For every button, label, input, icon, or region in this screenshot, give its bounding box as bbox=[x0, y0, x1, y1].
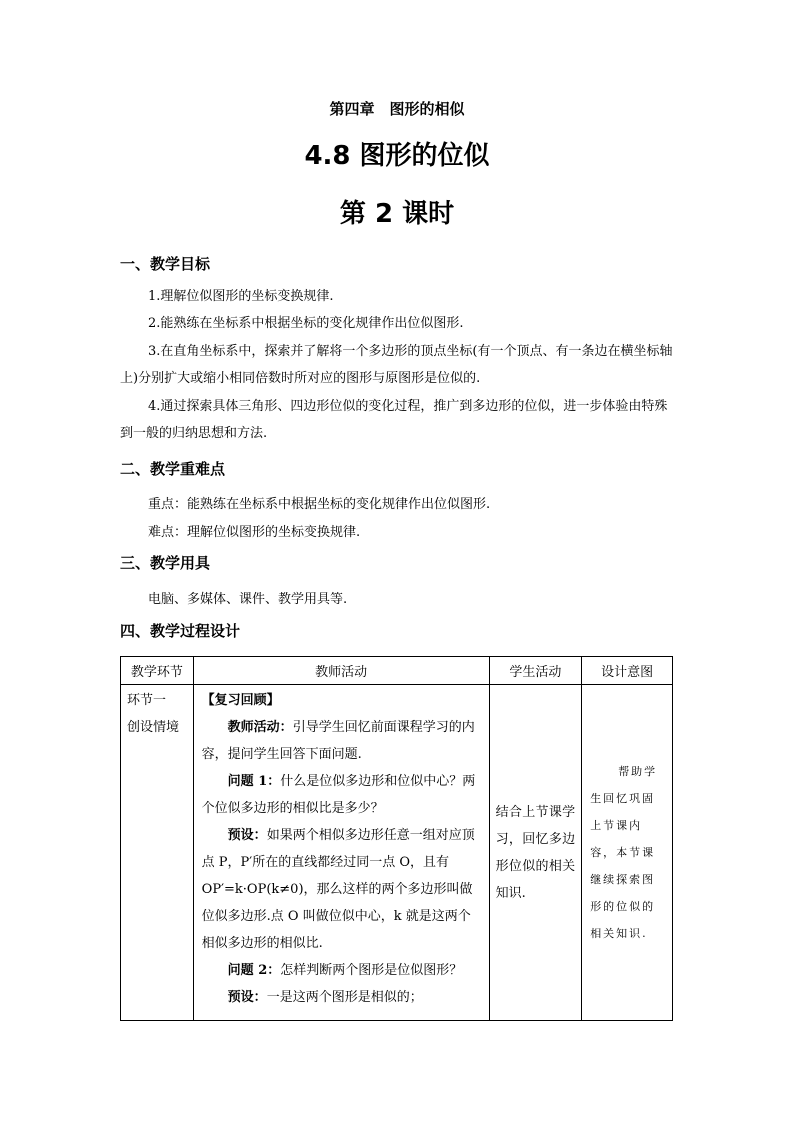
answer-1 bbox=[202, 822, 481, 957]
question-1-label: 问题 1： bbox=[227, 774, 281, 789]
stage-line: 环节一 bbox=[127, 693, 167, 708]
review-tag: 【复习回顾】 bbox=[201, 693, 280, 708]
header-design-intent: 设计意图 bbox=[582, 657, 673, 685]
answer-1-text: 如果两个相似多边形任意一组对应顶点 P，P′所在的直线都经过同一点 O，且有 OP′=k·OP(k≠0)，那么这样的两个多边形叫做位似多边形.点 O 叫做位似中心，k 就是这两个相似多边形的相似比. bbox=[201, 828, 475, 951]
activity-text: 引导学生回忆前面课程学习的内容，提问学生回答下面问题. bbox=[201, 720, 475, 762]
question-1-text: 什么是位似多边形和位似中心？两个位似多边形的相似比是多少？ bbox=[201, 774, 476, 816]
stage-cell bbox=[121, 685, 194, 1021]
answer-2 bbox=[202, 984, 481, 1011]
section-heading-tools: 三、教学用具 bbox=[120, 554, 211, 572]
answer-1-label: 预设： bbox=[227, 828, 267, 843]
process-table bbox=[120, 656, 673, 1021]
question-1 bbox=[202, 768, 481, 822]
teacher-activity-paragraph bbox=[202, 714, 481, 768]
stage-line: 创设情境 bbox=[127, 720, 180, 735]
answer-2-text: 一是这两个图形是相似的； bbox=[266, 990, 423, 1005]
answer-2-label: 预设： bbox=[227, 990, 267, 1005]
lesson-title: 4.8 图形的位似 bbox=[304, 141, 490, 171]
design-intent-cell bbox=[582, 685, 673, 1021]
section-heading-objectives: 一、教学目标 bbox=[120, 255, 211, 273]
objective-item: 4.通过探索具体三角形、四边形位似的变化过程，推广到多边形的位似，进一步体验由特殊到一般的归纳思想和方法. bbox=[120, 399, 668, 441]
lesson-subtitle: 第 2 课时 bbox=[339, 199, 455, 229]
header-teacher-activity: 教师活动 bbox=[193, 657, 489, 685]
question-2-text: 怎样判断两个图形是位似图形？ bbox=[280, 963, 463, 978]
chapter-title: 第四章 图形的相似 bbox=[329, 100, 465, 118]
design-intent-text: 帮助学生回忆巩固上节课内容，本节课继续探索图形的位似的相关知识. bbox=[590, 765, 658, 940]
objective-item: 1.理解位似图形的坐标变换规律. bbox=[148, 289, 334, 304]
header-stage: 教学环节 bbox=[121, 657, 194, 685]
question-2-label: 问题 2： bbox=[227, 963, 281, 978]
key-point-text: 重点：能熟练在坐标系中根据坐标的变化规律作出位似图形. bbox=[148, 497, 491, 512]
header-student-activity: 学生活动 bbox=[489, 657, 582, 685]
student-activity-cell: 结合上节课学习，回忆多边形位似的相关知识. bbox=[489, 685, 582, 1021]
question-2 bbox=[202, 957, 481, 984]
objective-item: 3.在直角坐标系中，探索并了解将一个多边形的顶点坐标(有一个顶点、有一条边在横坐标轴上)分别扩大或缩小相同倍数时所对应的图形与原图形是位似的. bbox=[120, 344, 673, 386]
difficult-point-text: 难点：理解位似图形的坐标变换规律. bbox=[148, 525, 361, 540]
section-heading-process: 四、教学过程设计 bbox=[120, 622, 241, 640]
tools-text: 电脑、多媒体、课件、教学用具等. bbox=[148, 592, 348, 607]
section-heading-key-points: 二、教学重难点 bbox=[120, 460, 226, 478]
table-header-row bbox=[121, 657, 673, 685]
objective-item: 2.能熟练在坐标系中根据坐标的变化规律作出位似图形. bbox=[148, 316, 464, 331]
teacher-activity-cell bbox=[193, 685, 489, 1021]
table-row bbox=[121, 685, 673, 1021]
activity-label: 教师活动： bbox=[227, 720, 293, 735]
